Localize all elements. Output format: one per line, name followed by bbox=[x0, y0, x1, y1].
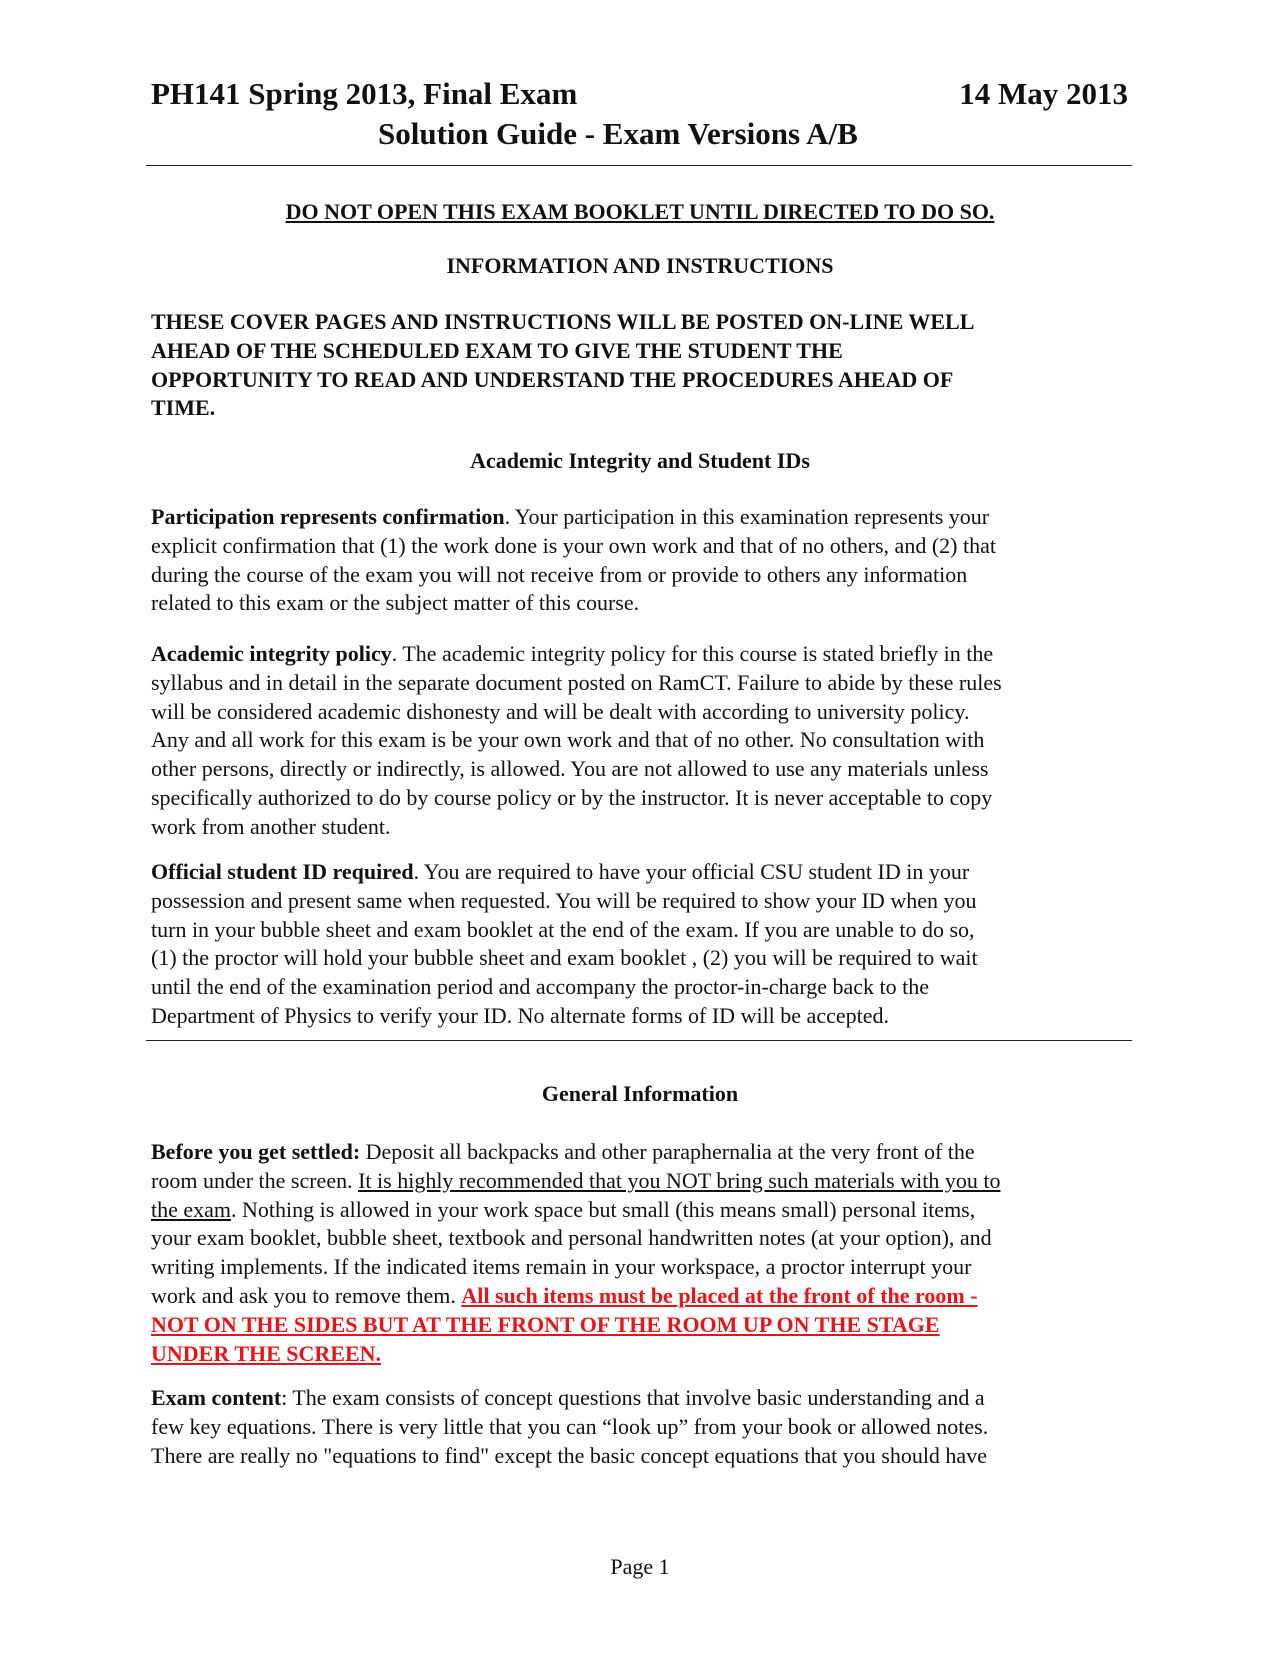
general-heading: General Information bbox=[541, 1081, 739, 1106]
settled-term: Before you get settled: bbox=[151, 1139, 361, 1164]
exam-title: PH141 Spring 2013, Final Exam bbox=[151, 76, 578, 111]
header-divider bbox=[146, 165, 1132, 166]
student-id-term: Official student ID required bbox=[151, 859, 414, 884]
paragraph-line: writing implements. If the indicated items remain in your workspace, a proctor interrupt your bbox=[151, 1254, 972, 1280]
paragraph-line: specifically authorized to do by course policy or by the instructor. It is never acceptable to copy bbox=[151, 784, 993, 810]
section-divider bbox=[146, 1040, 1132, 1041]
content-text: : The exam consists of concept questions that involve basic understanding and a bbox=[281, 1385, 985, 1410]
settled-text: . Nothing is allowed in your work space but small (this means small) personal items, bbox=[231, 1196, 976, 1222]
settled-text: room under the screen. bbox=[151, 1167, 359, 1193]
red-warning-text: UNDER THE SCREEN. bbox=[151, 1340, 382, 1366]
content-term: Exam content bbox=[151, 1385, 282, 1410]
content-paragraph bbox=[151, 1384, 1151, 1470]
paragraph-line: will be considered academic dishonesty and will be dealt with according to university policy. bbox=[151, 698, 970, 724]
student-id-paragraph bbox=[151, 858, 1151, 1031]
paragraph-line: work from another student. bbox=[151, 813, 391, 839]
paragraph-line: (1) the proctor will hold your bubble sheet and exam booklet , (2) you will be required to wait bbox=[151, 945, 978, 971]
page-number: Page 1 bbox=[610, 1554, 670, 1579]
policy-term: Academic integrity policy bbox=[151, 641, 392, 666]
participation-text: . Your participation in this examination represents your bbox=[504, 504, 990, 529]
paragraph-line: There are really no "equations to find" except the basic concept equations that you should have bbox=[151, 1442, 987, 1468]
paragraph-line: during the course of the exam you will not receive from or provide to others any information bbox=[151, 561, 968, 587]
participation-paragraph bbox=[151, 503, 1151, 618]
exam-date: 14 May 2013 bbox=[959, 76, 1128, 111]
exam-subtitle: Solution Guide - Exam Versions A/B bbox=[378, 116, 858, 151]
recommendation-text: It is highly recommended that you NOT bring such materials with you to bbox=[358, 1167, 1001, 1193]
settled-paragraph bbox=[151, 1138, 1151, 1368]
settled-text: work and ask you to remove them. bbox=[151, 1282, 462, 1308]
settled-text: Deposit all backpacks and other paraphernalia at the very front of the bbox=[360, 1139, 975, 1164]
student-id-text: . You are required to have your official CSU student ID in your bbox=[413, 859, 970, 884]
integrity-heading: Academic Integrity and Student IDs bbox=[470, 448, 810, 473]
policy-text: . The academic integrity policy for this course is stated briefly in the bbox=[391, 641, 994, 666]
red-warning-text: All such items must be placed at the front of the room - bbox=[461, 1282, 978, 1308]
recommendation-text: the exam bbox=[151, 1196, 232, 1222]
paragraph-line: related to this exam or the subject matter of this course. bbox=[151, 590, 640, 616]
cover-notice-line: TIME. bbox=[151, 395, 216, 421]
cover-notice-line: OPPORTUNITY TO READ AND UNDERSTAND THE PROCEDURES AHEAD OF bbox=[151, 366, 954, 392]
red-warning-text: NOT ON THE SIDES BUT AT THE FRONT OF THE ROOM UP ON THE STAGE bbox=[151, 1311, 940, 1337]
paragraph-line: your exam booklet, bubble sheet, textbook and personal handwritten notes (at your option), and bbox=[151, 1225, 992, 1251]
paragraph-line: Department of Physics to verify your ID. No alternate forms of ID will be accepted. bbox=[151, 1002, 889, 1028]
do-not-open-notice: DO NOT OPEN THIS EXAM BOOKLET UNTIL DIRECTED TO DO SO. bbox=[285, 199, 995, 224]
info-heading: INFORMATION AND INSTRUCTIONS bbox=[446, 253, 834, 278]
paragraph-line: few key equations. There is very little that you can “look up” from your book or allowed notes. bbox=[151, 1413, 989, 1439]
paragraph-line: explicit confirmation that (1) the work done is your own work and that of no others, and (2) that bbox=[151, 532, 996, 558]
cover-notice-line: AHEAD OF THE SCHEDULED EXAM TO GIVE THE STUDENT THE bbox=[151, 337, 843, 363]
cover-notice bbox=[151, 308, 1151, 423]
paragraph-line: other persons, directly or indirectly, is allowed. You are not allowed to use any materials unless bbox=[151, 756, 989, 782]
participation-term: Participation represents confirmation bbox=[151, 504, 505, 529]
policy-paragraph bbox=[151, 640, 1151, 842]
paragraph-line: turn in your bubble sheet and exam booklet at the end of the exam. If you are unable to do so, bbox=[151, 916, 975, 942]
paragraph-line: possession and present same when requested. You will be required to show your ID when you bbox=[151, 887, 977, 913]
paragraph-line: syllabus and in detail in the separate document posted on RamCT. Failure to abide by these rules bbox=[151, 669, 1002, 695]
paragraph-line: until the end of the examination period and accompany the proctor-in-charge back to the bbox=[151, 974, 930, 1000]
cover-notice-line: THESE COVER PAGES AND INSTRUCTIONS WILL BE POSTED ON-LINE WELL bbox=[151, 309, 975, 334]
paragraph-line: Any and all work for this exam is be your own work and that of no other. No consultation with bbox=[151, 727, 985, 753]
